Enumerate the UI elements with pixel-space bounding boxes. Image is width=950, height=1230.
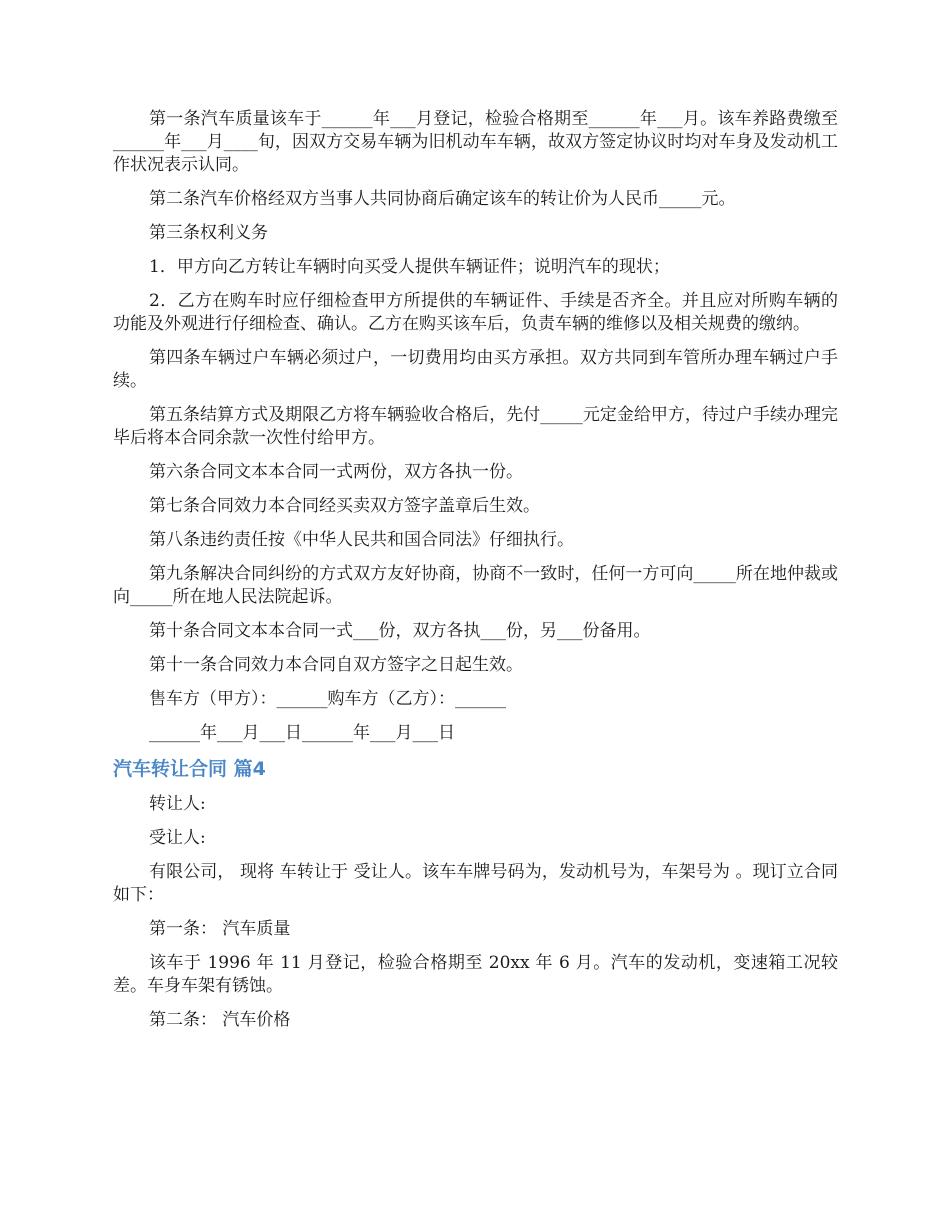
article-5-settlement: 第五条结算方式及期限乙方将车辆验收合格后，先付_____元定金给甲方，待过户手续办理完毕后将本合同余款一次性付给甲方。 (113, 405, 838, 448)
article-11-contract-effect: 第十一条合同效力本合同自双方签字之日起生效。 (149, 655, 523, 675)
article-8-liability: 第八条违约责任按《中华人民共和国合同法》仔细执行。 (149, 530, 574, 550)
article-10-contract-copies: 第十条合同文本本合同一式___份，双方各执___份，另___份备用。 (149, 621, 651, 641)
article-4-transfer: 第四条车辆过户车辆必须过户，一切费用均由买方承担。双方共同到车管所办理车辆过户手续。 (113, 348, 838, 391)
article-3-item-2: 2．乙方在购车时应仔细检查甲方所提供的车辆证件、手续是否齐全。并且应对所购车辆的功能及外观进行仔细检查、确认。乙方在购买该车后，负责车辆的维修以及相关规费的缴纳。 (113, 291, 838, 334)
article-6-contract-copies: 第六条合同文本本合同一式两份，双方各执一份。 (149, 462, 523, 482)
article-1-vehicle-quality: 第一条汽车质量该车于______年___月登记，检验合格期至______年___月。该车养路费缴至______年___月____旬，因双方交易车辆为旧机动车车辆，故双方签定协议时均对车身及发动机工作状况表示认同。 (113, 109, 838, 175)
preamble: 有限公司， 现将 车转让于 受让人。该车车牌号码为，发动机号为，车架号为 。现订立合同如下： (113, 862, 838, 905)
signature-line: 售车方（甲方）：______购车方（乙方）：______ (149, 689, 506, 709)
section-heading: 汽车转让合同 篇4 (113, 758, 266, 780)
transferor-line: 转让人: (149, 794, 206, 814)
clause-2-title: 第二条： 汽车价格 (149, 1010, 291, 1030)
clause-1-title: 第一条： 汽车质量 (149, 919, 291, 939)
article-9-dispute-resolution: 第九条解决合同纠纷的方式双方友好协商，协商不一致时，任何一方可向_____所在地仲裁或向_____所在地人民法院起诉。 (113, 564, 838, 607)
article-7-contract-effect: 第七条合同效力本合同经买卖双方签字盖章后生效。 (149, 496, 540, 516)
clause-1-body: 该车于 1996 年 11 月登记，检验合格期至 20xx 年 6 月。汽车的发动机，变速箱工况较差。车身车架有锈蚀。 (113, 953, 838, 996)
transferee-line: 受让人: (149, 828, 206, 848)
article-3-rights-obligations: 第三条权利义务 (149, 223, 268, 243)
article-2-vehicle-price: 第二条汽车价格经双方当事人共同协商后确定该车的转让价为人民币_____元。 (149, 189, 736, 209)
article-3-item-1: 1．甲方向乙方转让车辆时向买受人提供车辆证件；说明汽车的现状； (149, 257, 670, 277)
document-page (113, 108, 838, 1043)
date-line: ______年___月___日______年___月___日 (149, 723, 455, 743)
